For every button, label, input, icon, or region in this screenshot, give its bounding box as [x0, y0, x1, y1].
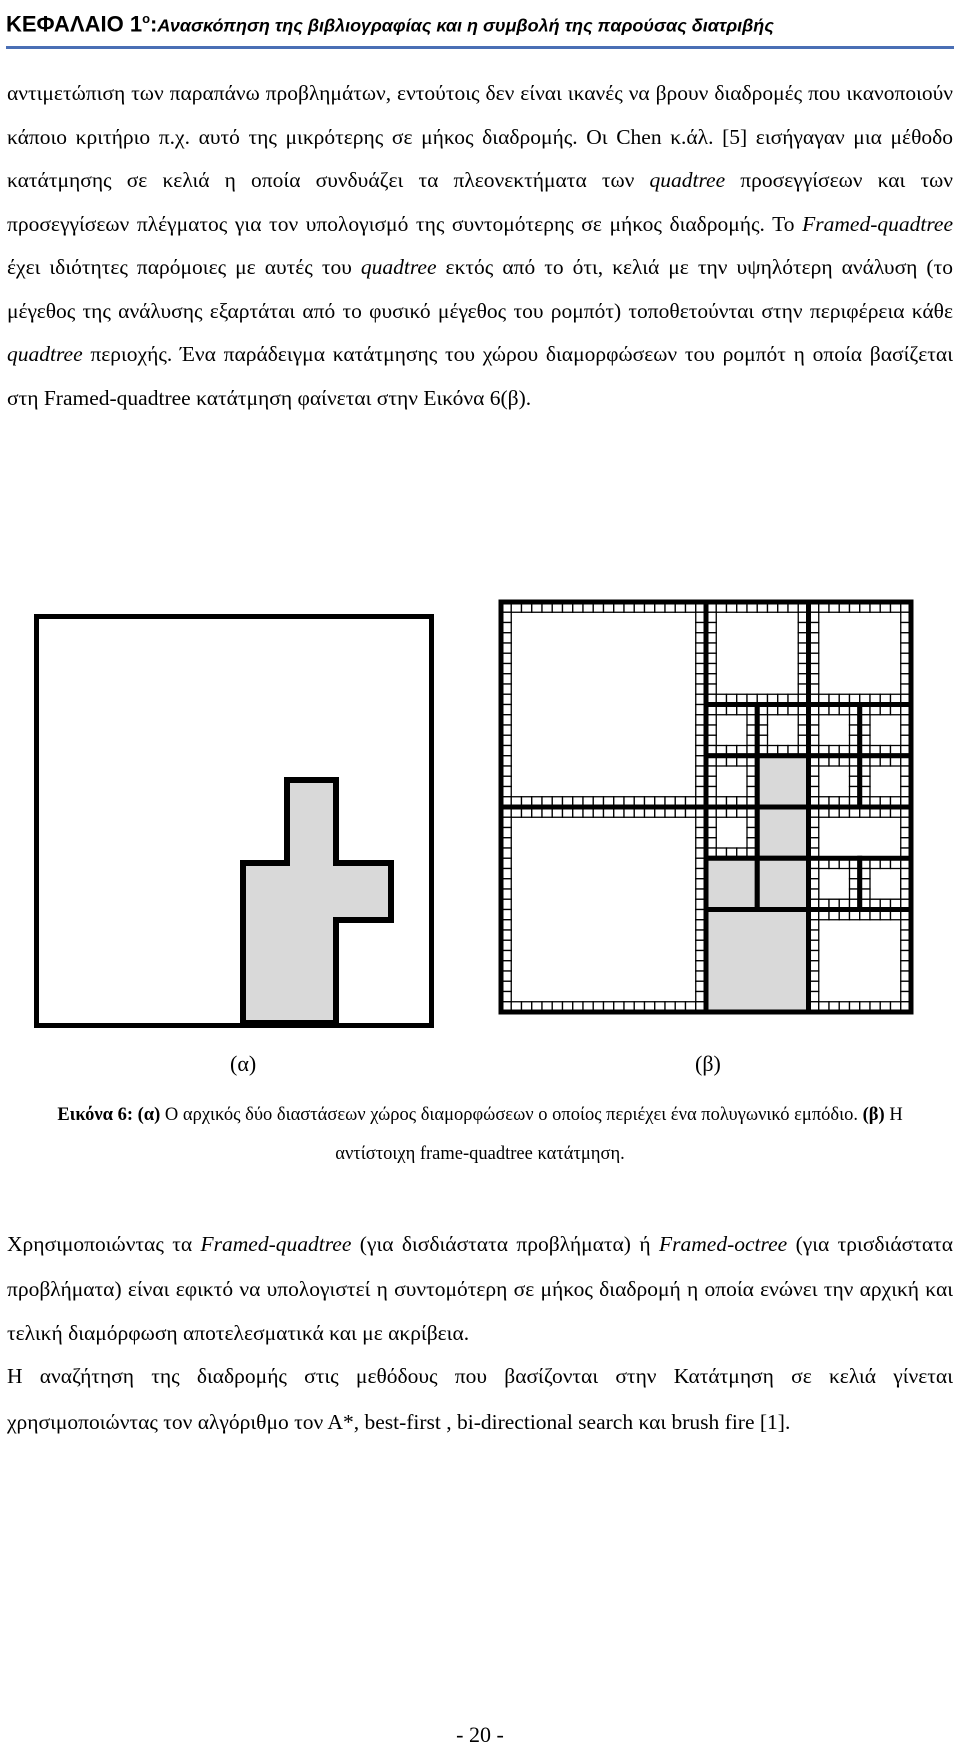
italic-term: quadtree — [649, 168, 726, 192]
quadtree-block — [706, 602, 809, 705]
caption-mark-b: (β) — [862, 1105, 885, 1125]
quadtree-block — [501, 602, 706, 807]
page-number: - 20 - — [456, 1722, 504, 1747]
header-colon: : — [150, 11, 158, 37]
italic-term: Framed-octree — [659, 1232, 788, 1256]
workspace-boundary — [37, 617, 432, 1026]
italic-term: Framed-quadtree — [802, 211, 953, 236]
caption-text-b: Η αντίστοιχη frame-quadtree κατάτμηση. — [335, 1105, 903, 1164]
figure-caption — [20, 1096, 940, 1174]
header-superscript: ο — [142, 11, 151, 26]
obstacle-cell — [757, 807, 808, 858]
figure-label-a: (α) — [230, 1051, 257, 1076]
paragraph-3: Η αναζήτηση της διαδρομής στις μεθόδους που βασίζονται στην Κατάτμηση σε κελιά γίνεται χρησιμοποιώντας τον αλγόριθμο τον Α*, best-first , bi-directional search και brush fire [1]. — [7, 1364, 953, 1434]
caption-text-a: Ο αρχικός δύο διαστάσεων χώρος διαμορφώσεων ο οποίος περιέχει ένα πολυγωνικό εμπόδιο. — [160, 1105, 863, 1125]
quadtree-block — [501, 807, 706, 1012]
caption-mark-a: (α) — [137, 1105, 161, 1125]
header-chapter: ΚΕΦΑΛΑΙΟ 1 — [6, 11, 143, 37]
header-title — [6, 4, 774, 40]
header-subtitle: Ανασκόπηση της βιβλιογραφίας και η συμβολή της παρούσας διατριβής — [157, 15, 774, 36]
obstacle-cell — [706, 910, 809, 1013]
quadtree-block — [809, 602, 912, 705]
text-span: (για τρισδιάστατα προβλήματα) είναι εφικτό να υπολογιστεί η συντομότερη σε μήκος διαδρομή η οποία ενώνει την αρχική και τελική διαμόρφωση αποτελεσματικά και με ακρίβεια. — [7, 1232, 953, 1345]
obstacle-cell — [706, 858, 757, 909]
obstacle-cell — [757, 858, 808, 909]
text-span: προσεγγίσεων και των προσεγγίσεων πλέγματος για τον υπολογισμό της συντομότερης σε μήκος διαδρομής. Το — [7, 168, 953, 236]
figure-label-b: (β) — [695, 1051, 721, 1076]
figure-6 — [0, 598, 960, 1028]
text-span: έχει ιδιότητες παρόμοιες με αυτές του — [7, 255, 361, 279]
paragraph-1 — [7, 72, 953, 420]
framed-quadtree-diagram — [497, 598, 915, 1016]
italic-term: quadtree — [7, 342, 83, 366]
paragraph-2 — [7, 1222, 953, 1356]
text-span: (για δισδιάστατα προβλήματα) ή — [351, 1232, 660, 1256]
text-span: εκτός από το ότι, κελιά με την υψηλότερη ανάλυση (το μέγεθος της ανάλυσης εξαρτάται από το φυσικό μέγεθος του ρομπότ) τοποθετούνται στην περιφέρεια κάθε — [7, 255, 953, 323]
text-span: αντιμετώπιση των παραπάνω προβλημάτων, εντούτοις δεν είναι ικανές να βρουν διαδρομές που ικανοποιούν κάποιο κριτήριο π.χ. αυτό της μικρότερης σε μήκος διαδρομής. Οι Chen κ.άλ. [5] εισήγαγαν μια μέθοδο κατάτμησης σε κελιά η οποία συνδυάζει τα πλεονεκτήματα των — [7, 81, 953, 192]
text-span: περιοχής. Ένα παράδειγμα κατάτμησης του χώρου διαμορφώσεων του ρομπότ η οποία βασίζεται στη Framed-quadtree κατάτμηση φαίνεται στην Εικόνα 6(β). — [7, 342, 953, 410]
quadtree-block — [809, 910, 912, 1013]
caption-lead: Εικόνα 6: — [57, 1105, 134, 1125]
running-header — [6, 2, 954, 49]
obstacle-cell — [757, 756, 808, 807]
configuration-space-diagram — [34, 614, 434, 1028]
text-span: Χρησιμοποιώντας τα — [7, 1232, 201, 1256]
italic-term: Framed-quadtree — [200, 1232, 352, 1256]
italic-term: quadtree — [360, 255, 437, 279]
